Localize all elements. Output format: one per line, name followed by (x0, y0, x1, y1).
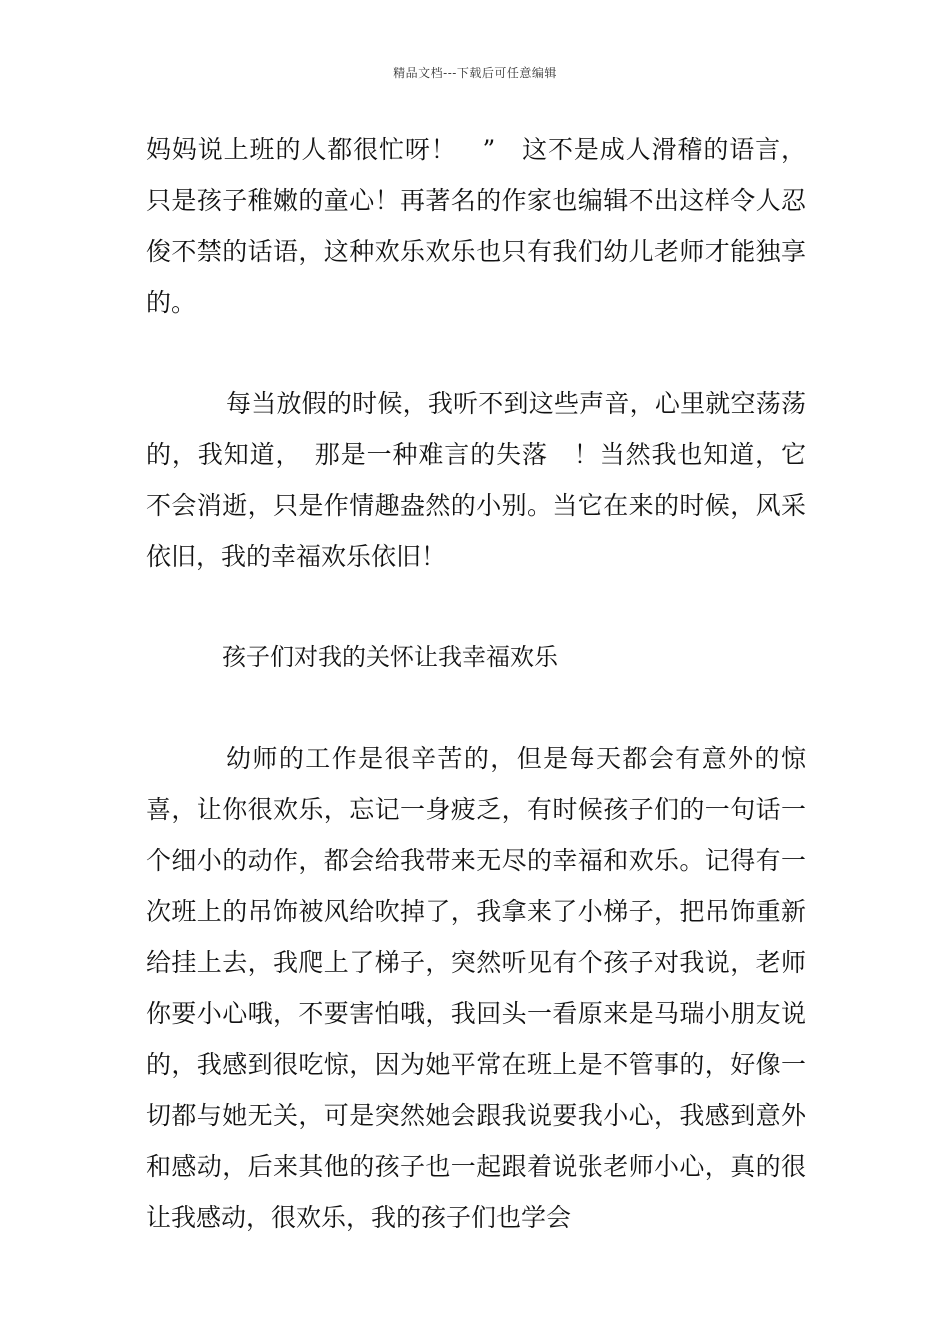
paragraph-spacer (146, 683, 806, 733)
paragraph-3: 幼师的工作是很辛苦的，但是每天都会有意外的惊喜，让你很欢乐，忘记一身疲乏，有时候孩子们的一句话一个细小的动作，都会给我带来无尽的幸福和欢乐。记得有一次班上的吊饰被风给吹掉了，我拿来了小梯子，把吊饰重新给挂上去，我爬上了梯子，突然听见有个孩子对我说，老师你要小心哦，不要害怕哦，我回头一看原来是马瑞小朋友说的，我感到很吃惊，因为她平常在班上是不管事的，好像一切都与她无关，可是突然她会跟我说要我小心，我感到意外和感动，后来其他的孩子也一起跟着说张老师小心，真的很让我感动，很欢乐，我的孩子们也学会 (146, 744, 806, 1232)
paragraph-spacer (146, 328, 806, 378)
page-header: 精品文档---下载后可任意编辑 (393, 66, 557, 80)
paragraph-spacer (146, 582, 806, 632)
document-body (146, 124, 806, 1243)
paragraph-1: 妈妈说上班的人都很忙呀！ ” 这不是成人滑稽的语言，只是孩子稚嫩的童心！再著名的作家也编辑不出这样令人忍俊不禁的话语，这种欢乐欢乐也只有我们幼儿老师才能独享的。 (146, 135, 806, 317)
paragraph-2: 每当放假的时候，我听不到这些声音，心里就空荡荡的，我知道， 那是一种难言的失落 ！当然我也知道，它不会消逝，只是作情趣盎然的小别。当它在来的时候，风采依旧，我的幸福欢乐依旧！ (146, 389, 806, 571)
section-heading: 孩子们对我的关怀让我幸福欢乐 (222, 643, 558, 671)
